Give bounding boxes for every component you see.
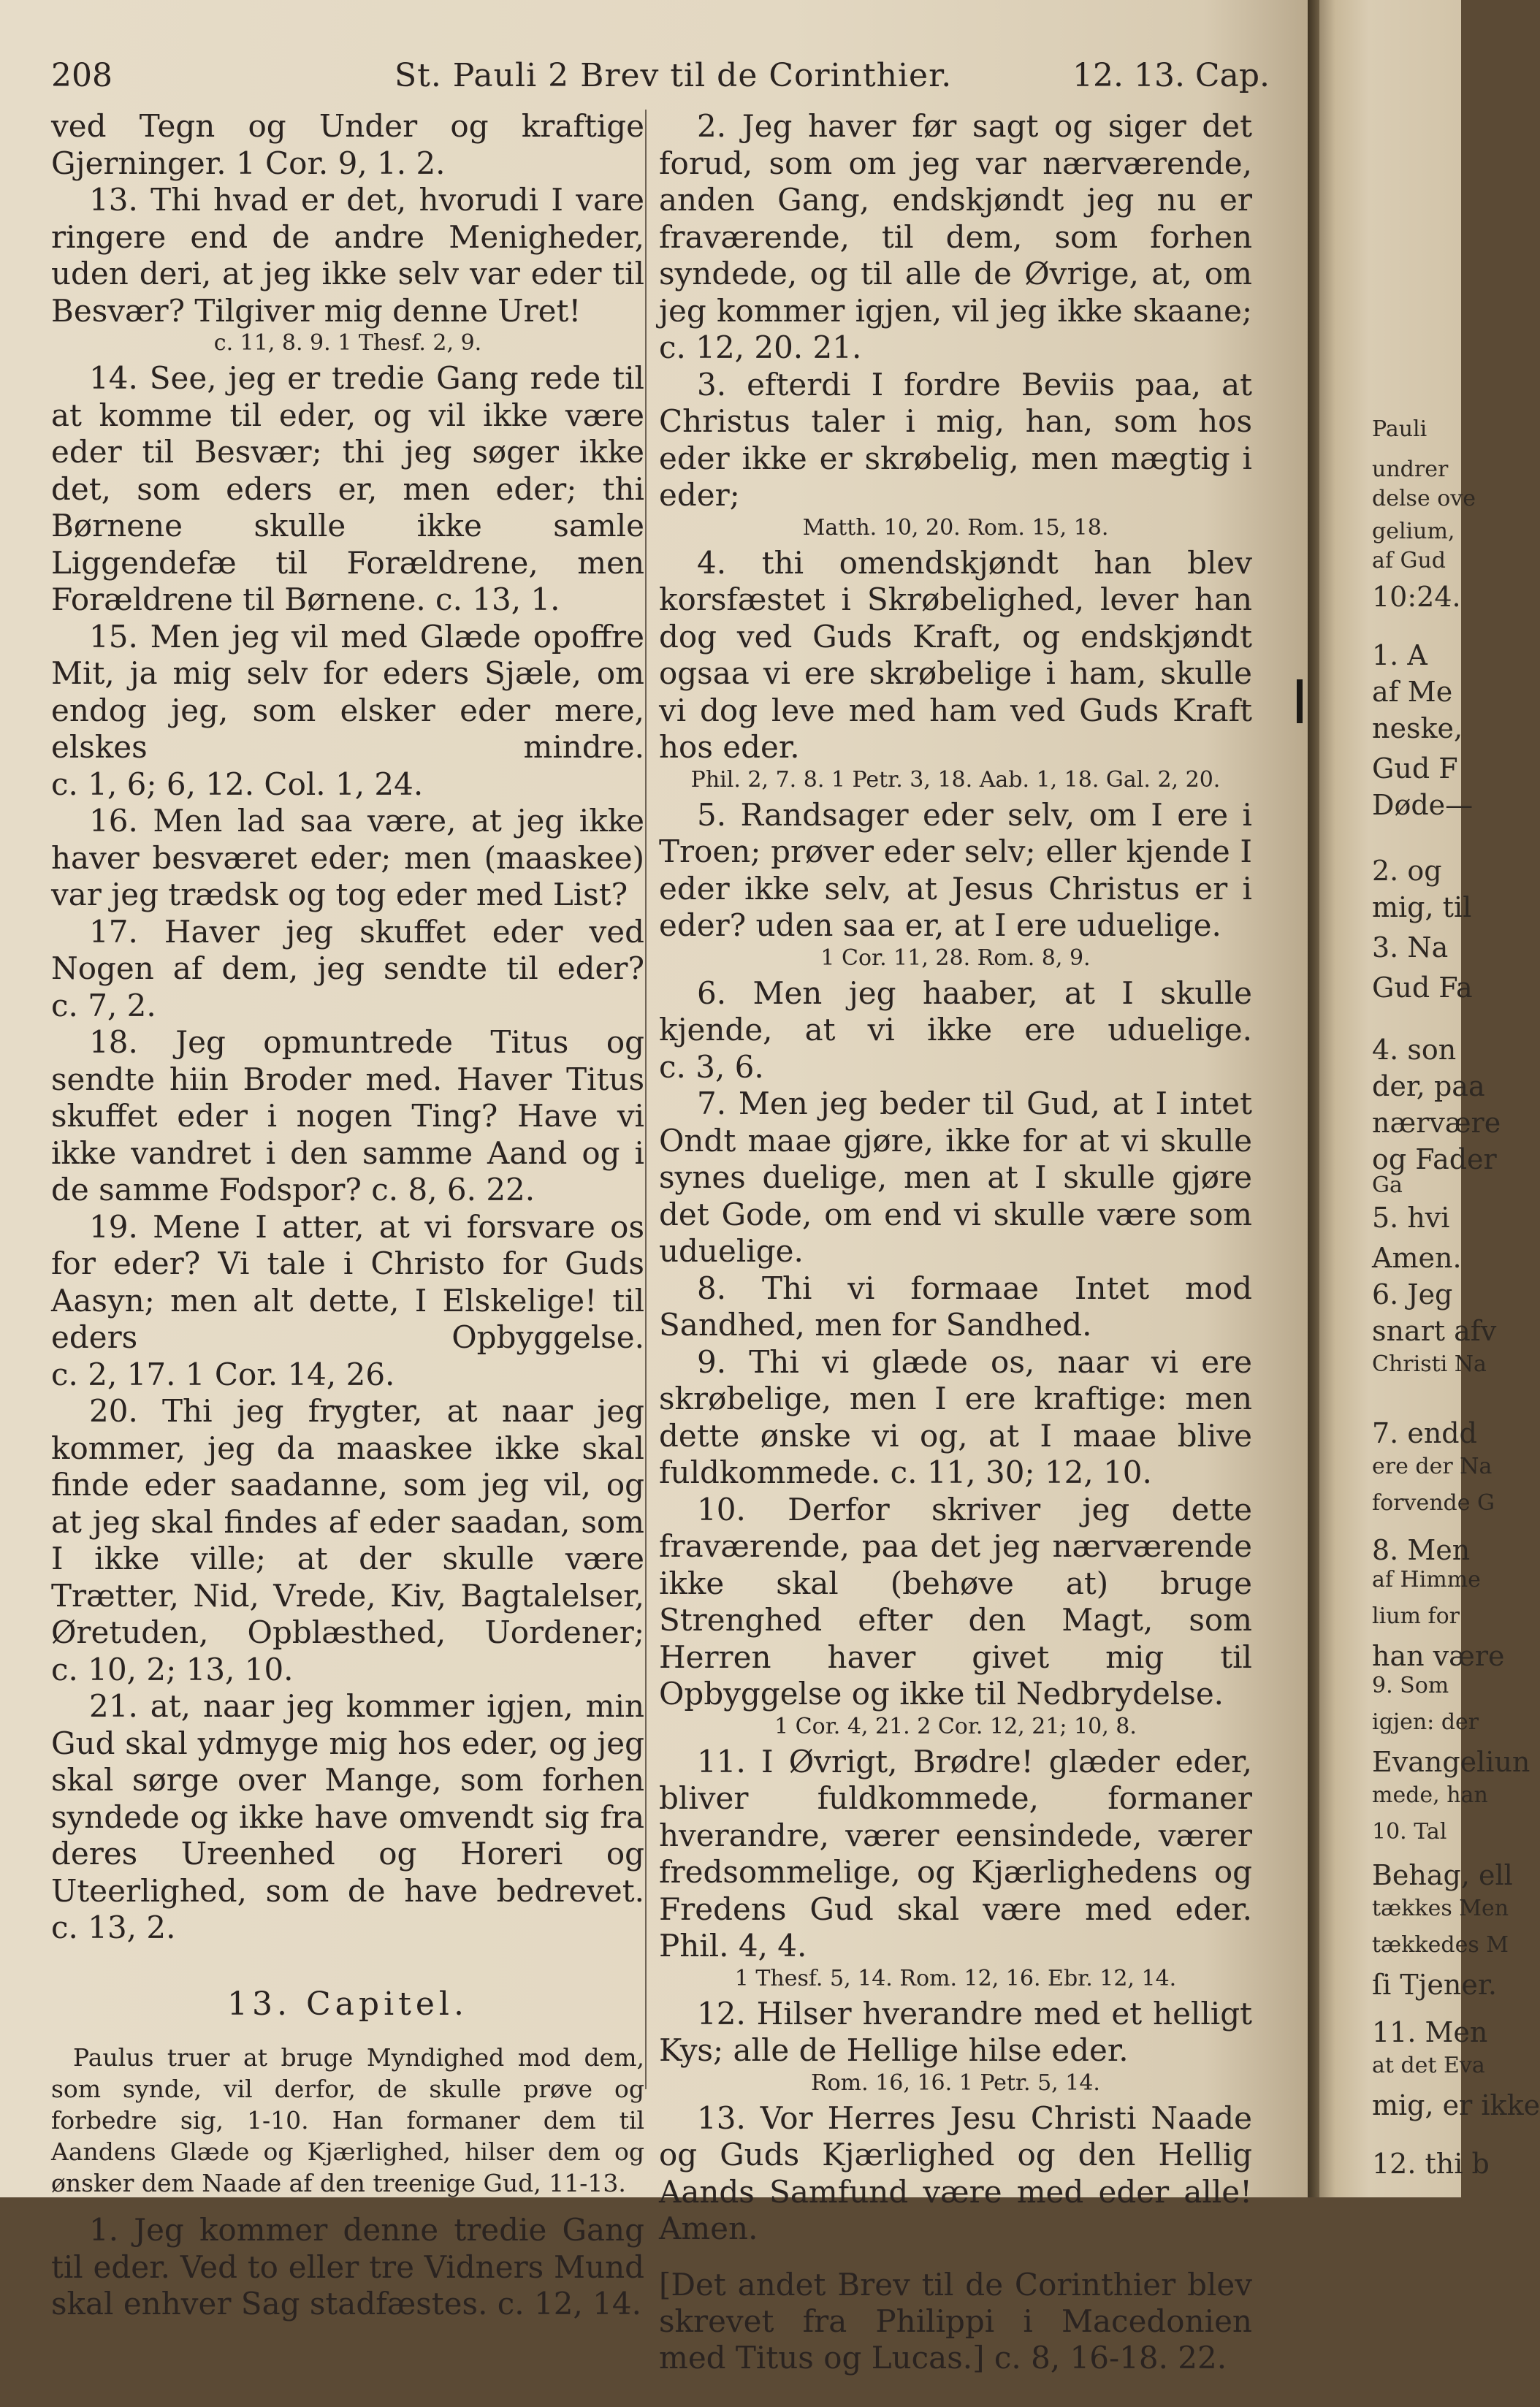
verse-v9: [659, 1344, 1252, 1492]
adjacent-page-fragment: Behag, ell: [1372, 1859, 1513, 1891]
adjacent-page-fragment: 10:24.: [1372, 581, 1461, 613]
verse-v7: [659, 1086, 1252, 1270]
verse-ref: c. 13, 2.: [51, 1910, 176, 1945]
verse-v19: [51, 1209, 644, 1394]
verse-v20: [51, 1393, 644, 1688]
verse-v14: [51, 360, 644, 619]
right-column: [659, 108, 1252, 2407]
verse-text: 10. Derfor skriver jeg dette fraværende, paa det jeg nærværende ikke skal (behøve at) bruge Strenghed efter den Magt, som Herren haver givet mig til Opbyggelse og ikke til Nedbrydelse.: [659, 1491, 1252, 1712]
adjacent-page-fragment: 3. Na: [1372, 931, 1449, 964]
adjacent-page-fragment: 2. og: [1372, 855, 1442, 887]
verse-ref: 1 Cor. 9, 1. 2.: [235, 145, 446, 181]
cross-reference: Phil. 2, 7. 8. 1 Petr. 3, 18. Aab. 1, 18. Gal. 2, 20.: [690, 766, 1221, 793]
cross-reference: Rom. 16, 16. 1 Petr. 5, 14.: [811, 2070, 1100, 2096]
verse-text: 15. Men jeg vil med Glæde opoffre Mit, ja mig selv for eders Sjæle, om endog jeg, som elsker eder mere, elskes mindre.: [51, 618, 644, 765]
adjacent-page-fragment: af Himme: [1372, 1567, 1481, 1592]
adjacent-page-fragment: mede, han: [1372, 1782, 1488, 1808]
verse-text: 6. Men jeg haaber, at I skulle kjende, at vi ikke ere uduelige.: [659, 974, 1252, 1048]
adjacent-page-fragment: 9. Som: [1372, 1673, 1449, 1698]
running-title: St. Pauli 2 Brev til de Corinthier.: [394, 57, 953, 94]
adjacent-page-fragment: at det Eva: [1372, 2053, 1485, 2078]
chapter-summary: Paulus truer at bruge Myndighed mod dem, som synde, vil derfor, de skulle prøve og forbedre sig, 1-10. Han formaner dem til Aandens Glæde og Kjærlighed, hilser dem og ønsker dem Naade af den treenige Gud, 11-13.: [51, 2043, 644, 2197]
verse-v16: [51, 803, 644, 914]
verse-text: 7. Men jeg beder til Gud, at I intet Ondt maae gjøre, ikke for at vi skulle synes duelige, men at I skulle gjøre det Gode, om end vi skulle være som uduelige.: [659, 1086, 1252, 1269]
page-number: 208: [51, 57, 113, 94]
verse-v8: [659, 1270, 1252, 1344]
adjacent-page-fragment: undrer: [1372, 457, 1449, 482]
adjacent-page-fragment: ſi Tjener.: [1372, 1969, 1497, 2001]
verse-v5: [659, 797, 1252, 945]
book-gutter: [1308, 0, 1319, 2197]
left-verse-list: [51, 182, 644, 1947]
adjacent-page-fragment: Gud F: [1372, 752, 1458, 785]
verse-text: 20. Thi jeg frygter, at naar jeg kommer, jeg da maaskee ikke skal finde eder saadanne, som jeg vil, og at jeg skal findes af eder saadan, som I ikke ville; at der skulle være Trætter, Nid, Vrede, Kiv, Bagtalelser, Øretuden, Opblæsthed, Uordener;: [51, 1393, 644, 1650]
verse-ref: c. 2, 17. 1 Cor. 14, 26.: [51, 1356, 395, 1392]
verse-text: 16. Men lad saa være, at jeg ikke haver besværet eder; men (maaskee) var jeg trædsk og tog eder med List?: [51, 803, 644, 912]
cross-reference: 1 Cor. 4, 21. 2 Cor. 12, 21; 10, 8.: [774, 1713, 1137, 1739]
adjacent-page-fragment: han være: [1372, 1640, 1505, 1672]
adjacent-page-fragment: af Me: [1372, 676, 1453, 708]
adjacent-page-fragment: ere der Na: [1372, 1454, 1493, 1479]
verse-v17: [51, 914, 644, 1025]
adjacent-page-fragment: 4. son: [1372, 1034, 1457, 1066]
adjacent-page-fragment: 6. Jeg: [1372, 1278, 1453, 1311]
adjacent-page-fragment: 12. thi b: [1372, 2148, 1490, 2180]
verse-ref: c. 11, 30; 12, 10.: [890, 1454, 1152, 1490]
verse-ref: Phil. 4, 4.: [659, 1928, 807, 1964]
adjacent-page-fragment: Pauli: [1372, 416, 1427, 442]
verse-text: 5. Randsager eder selv, om I ere i Troen; prøver eder selv; eller kjende I eder ikke selv, at Jesus Christus er i eder? uden saa er, at I ere uduelige.: [659, 796, 1252, 943]
adjacent-page-fragment: 8. Men: [1372, 1534, 1471, 1566]
verse-ref: c. 12, 20. 21.: [659, 329, 862, 365]
chapter-verse-list: [51, 2212, 644, 2323]
adjacent-page-fragment: 7. endd: [1372, 1417, 1477, 1449]
verse-text: 4. thi omendskjøndt han blev korsfæstet i Skrøbelighed, lever han dog ved Guds Kraft, og endskjøndt ogsaa vi ere skrøbelige i ham, skulle vi dog leve med ham ved Guds Kraft hos eder.: [659, 544, 1252, 765]
adjacent-page-fragment: nærvære: [1372, 1107, 1501, 1139]
adjacent-page-fragment: snart afv: [1372, 1315, 1497, 1347]
verse-v12: [659, 1996, 1252, 2070]
adjacent-page-fragment: af Gud: [1372, 548, 1446, 573]
verse-text: 19. Mene I atter, at vi forsvare os for eder? Vi tale i Christo for Guds Aasyn; men alt dette, I Elskelige! til eders Opbyggelse.: [51, 1208, 644, 1355]
adjacent-page-fragment: mig, til: [1372, 891, 1472, 923]
verse-ref: c. 12, 14.: [497, 2286, 641, 2322]
verse-ref: c. 13, 1.: [435, 581, 560, 617]
verse-v15: [51, 619, 644, 804]
verse-v6: [659, 975, 1252, 1086]
chapter-heading: 13. Capitel.: [227, 1985, 468, 2023]
cross-reference: Matth. 10, 20. Rom. 15, 18.: [802, 514, 1109, 541]
adjacent-page-fragment: 1. A: [1372, 639, 1427, 671]
adjacent-page-fragment: og Fader: [1372, 1143, 1497, 1175]
verse-v11: [659, 1744, 1252, 1965]
verse-text: 13. Thi hvad er det, hvorudi I vare ringere end de andre Menigheder, uden deri, at jeg ikke selv var eder til Besvær? Tilgiver mig denne Uret!: [51, 182, 644, 329]
verse-text: 9. Thi vi glæde os, naar vi ere skrøbelige, men I ere kraftige: men dette ønske vi og, at I maae blive fuldkommede.: [659, 1343, 1252, 1490]
verse-ref: c. 10, 2; 13, 10.: [51, 1651, 294, 1687]
adjacent-page-fragment: forvende G: [1372, 1490, 1495, 1516]
verse-v21: [51, 1688, 644, 1947]
adjacent-page-fragment: igjen: der: [1372, 1709, 1479, 1735]
cross-reference: c. 11, 8. 9. 1 Thesf. 2, 9.: [213, 330, 482, 356]
verse-continuation: ved Tegn og Under og kraftige Gjerninger. 1 Cor. 9, 1. 2.: [51, 108, 644, 181]
adjacent-page-fragment: 5. hvi: [1372, 1202, 1450, 1234]
adjacent-page-fragment: tækkes Men: [1372, 1896, 1509, 1921]
verse-text: 18. Jeg opmuntrede Titus og sendte hiin Broder med. Haver Titus skuffet eder i nogen Ting? Have vi ikke vandret i den samme Aand og i de samme Fodspor?: [51, 1024, 644, 1208]
verse-c13v1: [51, 2212, 644, 2323]
adjacent-page-fragment: Døde—: [1372, 789, 1474, 821]
adjacent-page-fragment: 10. Tal: [1372, 1819, 1447, 1845]
verse-text: 8. Thi vi formaae Intet mod Sandhed, men for Sandhed.: [659, 1270, 1252, 1343]
verse-text: 14. See, jeg er tredie Gang rede til at komme til eder, og vil ikke være eder til Besvær; thi jeg søger ikke det, som eders er, men eder; thi Børnene skulle ikke samle Liggendefæ til Forældrene, men Forældrene til Børnene.: [51, 360, 644, 617]
verse-text: 21. at, naar jeg kommer igjen, min Gud skal ydmyge mig hos eder, og jeg skal sørge over Mange, som forhen syndede og ikke have omvendt sig fra deres Ureenhed og Horeri og Uteerlighed, som de have bedrevet.: [51, 1688, 644, 1909]
cross-reference: 1 Thesf. 5, 14. Rom. 12, 16. Ebr. 12, 14.: [734, 1965, 1177, 1991]
verse-ref: c. 7, 2.: [51, 987, 156, 1023]
adjacent-page-fragment: Ga: [1372, 1172, 1403, 1198]
column-divider: [645, 110, 647, 2089]
verse-ref: c. 8, 6. 22.: [371, 1172, 535, 1208]
right-verse-list: [659, 108, 1252, 2248]
adjacent-page-fragment: 11. Men: [1372, 2016, 1488, 2048]
adjacent-page-edge: [1308, 0, 1540, 2197]
page-edge-mark: [1297, 679, 1303, 723]
verse-text: 12. Hilser hverandre med et helligt Kys; alle de Hellige hilse eder.: [659, 1995, 1252, 2068]
verse-v2: [659, 108, 1252, 367]
adjacent-page-fragment: delse ove: [1372, 486, 1476, 511]
verse-v18: [51, 1024, 644, 1209]
cross-reference: 1 Cor. 11, 28. Rom. 8, 9.: [820, 945, 1091, 971]
subscription-ref: c. 8, 16-18. 22.: [994, 2339, 1227, 2376]
verse-text: 1. Jeg kommer denne tredie Gang til eder. Ved to eller tre Vidners Mund skal enhver Sag stadfæstes.: [51, 2212, 644, 2322]
verse-v13: [51, 182, 644, 329]
verse-ref: c. 3, 6.: [659, 1048, 764, 1085]
adjacent-page-fragment: lium for: [1372, 1603, 1460, 1629]
adjacent-page-fragment: mig, er ikke: [1372, 2089, 1540, 2121]
verse-v3: [659, 367, 1252, 514]
chapter-range: 12. 13. Cap.: [1072, 57, 1270, 94]
verse-text: 11. I Øvrigt, Brødre! glæder eder, bliver fuldkommede, formaner hverandre, værer eensindede, værer fredsommelige, og Kjærlighedens og Fredens Gud skal være med eder.: [659, 1743, 1252, 1927]
adjacent-page-fragment: tækkedes M: [1372, 1932, 1509, 1958]
adjacent-page-fragment: Evangeliun: [1372, 1746, 1531, 1778]
verse-text: 13. Vor Herres Jesu Christi Naade og Guds Kjærlighed og den Hellig Aands Samfund være med eder alle! Amen.: [659, 2099, 1252, 2246]
left-column: [51, 108, 644, 2323]
verse-v4: [659, 545, 1252, 766]
adjacent-page-fragment: neske,: [1372, 712, 1463, 744]
verse-text: 2. Jeg haver før sagt og siger det forud, som om jeg var nærværende, anden Gang, endskjøndt jeg nu er fraværende, til dem, som forhen syndede, og til alle de Øvrige, at, om jeg kommer igjen, vil jeg ikke skaane;: [659, 108, 1252, 329]
adjacent-page-fragment: Christi Na: [1372, 1351, 1487, 1377]
verse-v10: [659, 1492, 1252, 1713]
adjacent-page-fragment: Gud Fa: [1372, 972, 1473, 1004]
adjacent-page-fragment: Amen.: [1372, 1242, 1462, 1274]
adjacent-page-fragment: gelium,: [1372, 519, 1455, 544]
verse-text: 17. Haver jeg skuffet eder ved Nogen af dem, jeg sendte til eder?: [51, 913, 644, 986]
epistle-subscription: [Det andet Brev til de Corinthier blev skrevet fra Philippi i Macedonien med Titus og Lucas.] c. 8, 16-18. 22.: [659, 2266, 1252, 2376]
verse-text: 3. efterdi I fordre Beviis paa, at Christus taler i mig, han, som hos eder ikke er skrøbelig, men mægtig i eder;: [659, 366, 1252, 513]
adjacent-page-fragment: der, paa: [1372, 1070, 1485, 1102]
verse-ref: c. 1, 6; 6, 12. Col. 1, 24.: [51, 766, 424, 802]
verse-v13: [659, 2100, 1252, 2248]
